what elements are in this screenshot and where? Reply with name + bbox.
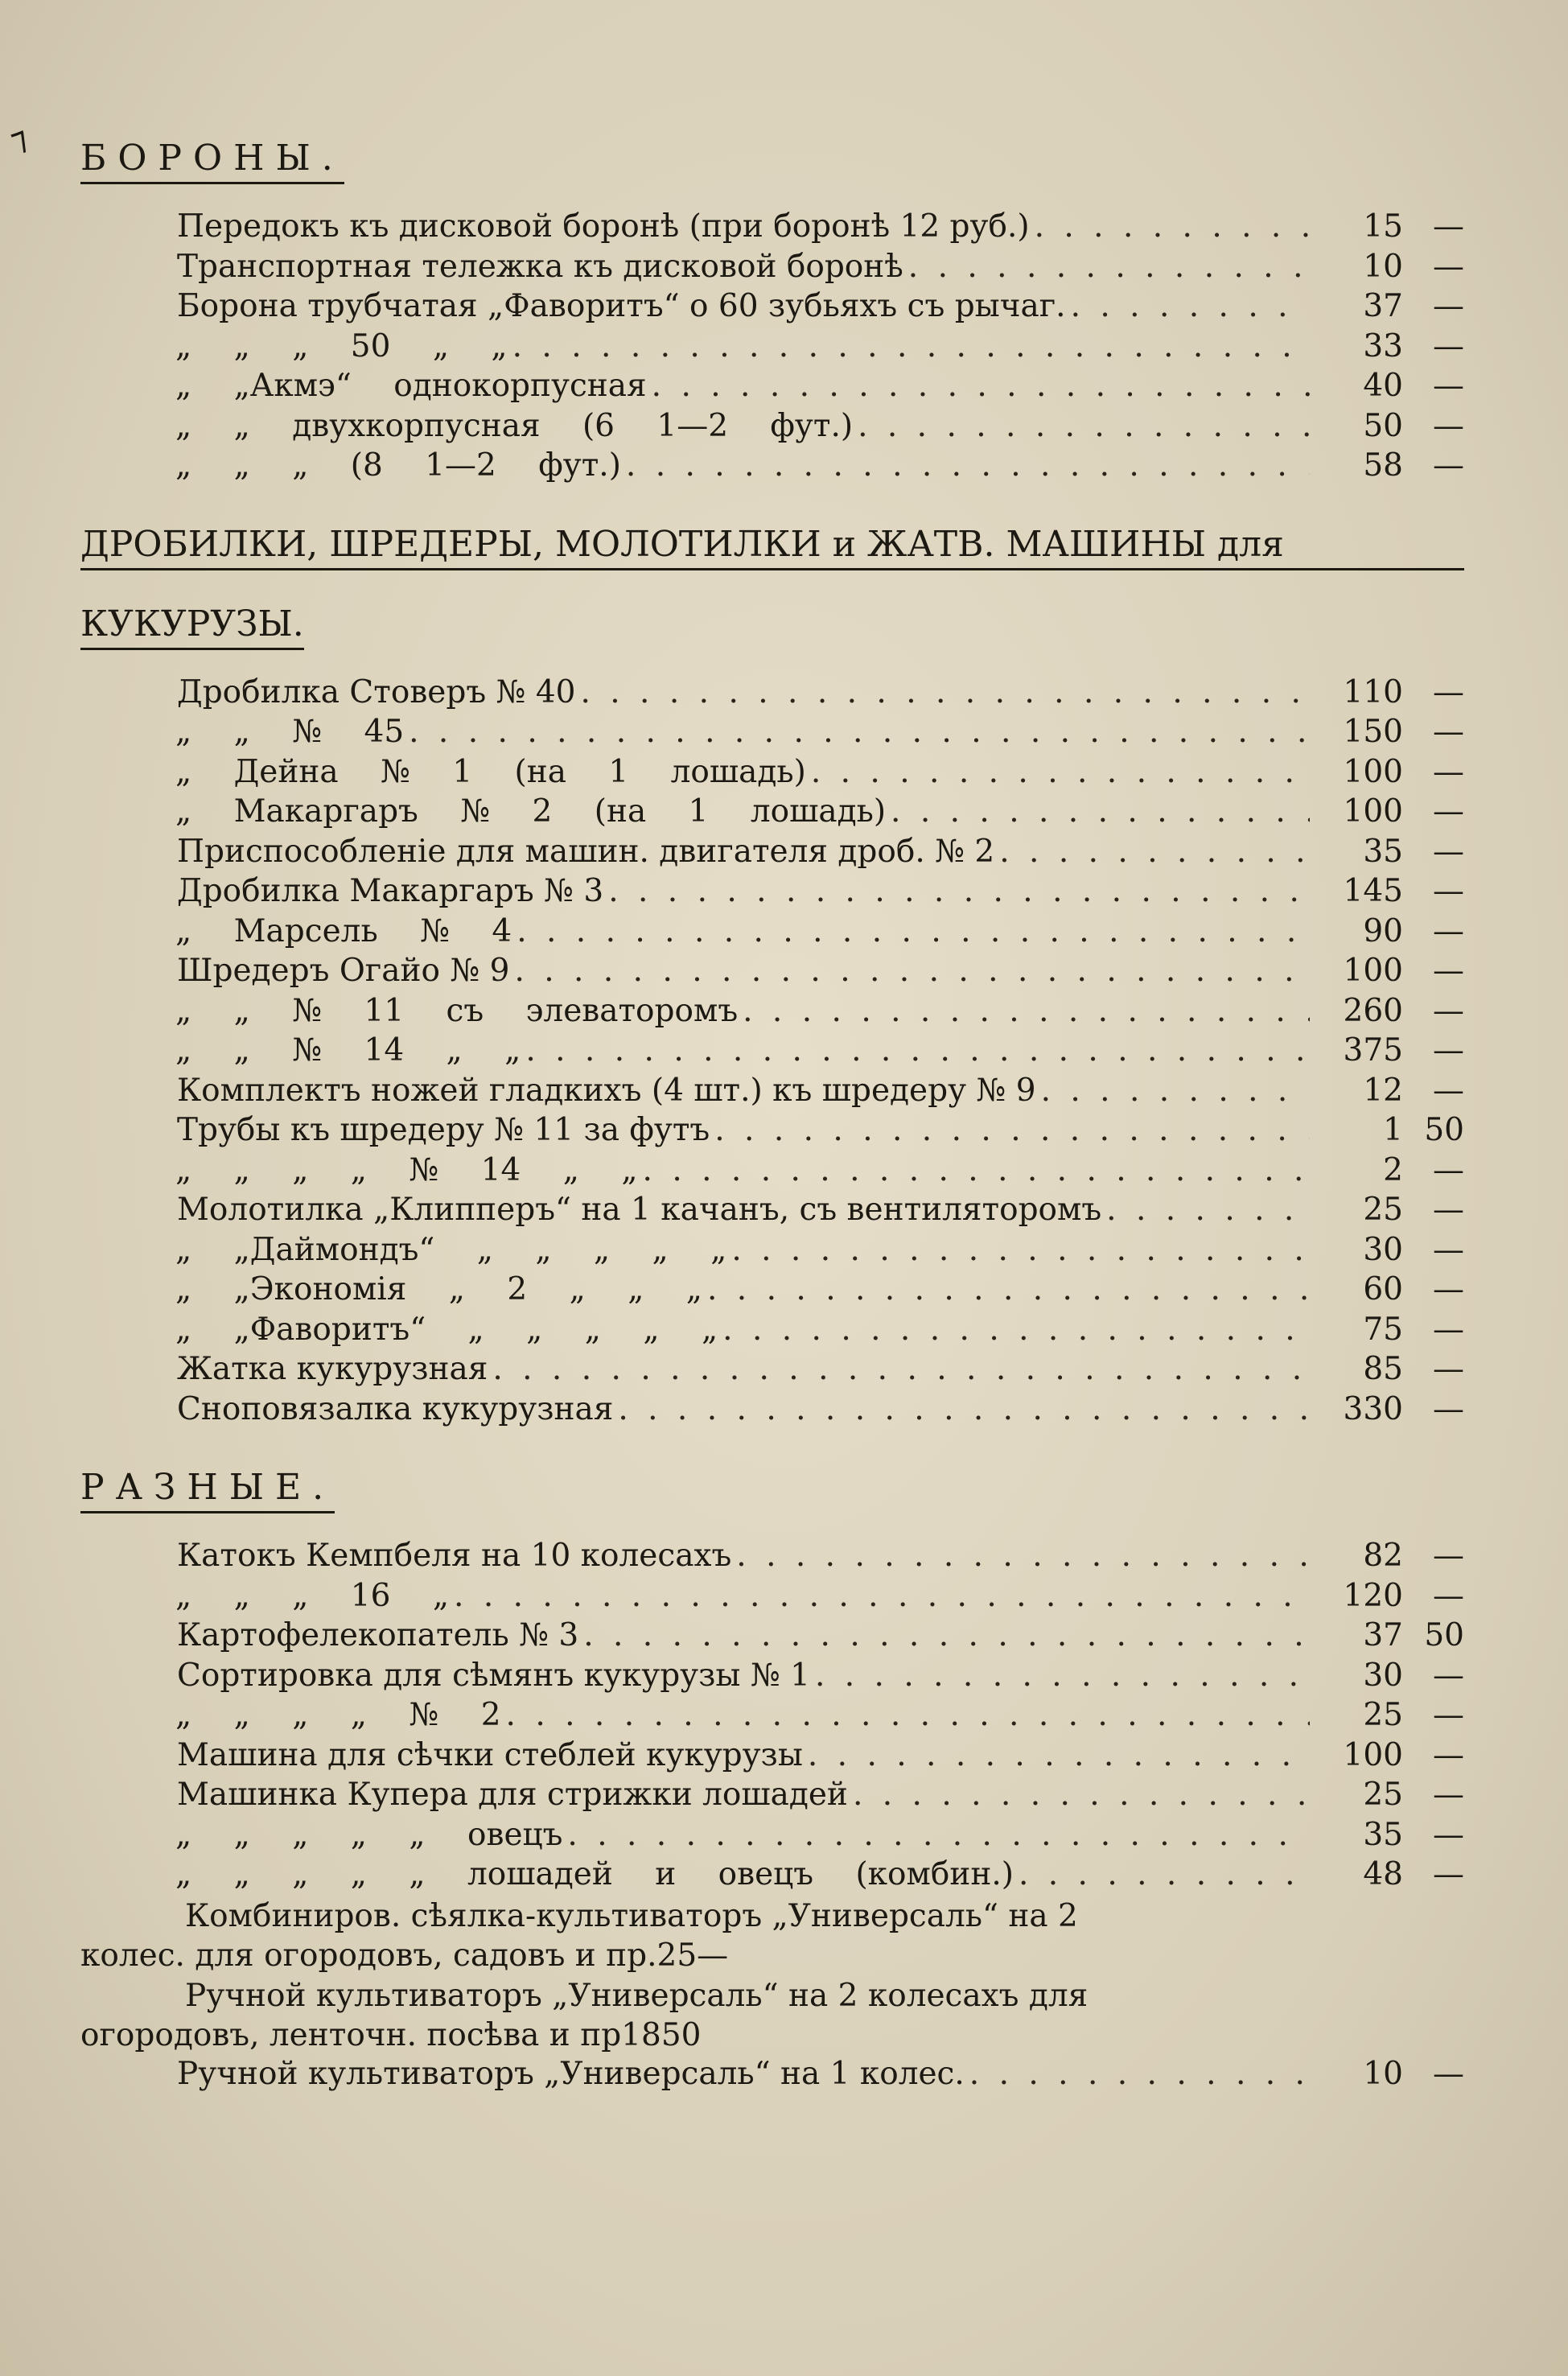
price-row — [80, 1737, 1464, 1777]
price-row — [80, 993, 1464, 1033]
item-label: Жатка кукурузная — [177, 1351, 488, 1387]
price-row — [80, 208, 1464, 249]
price-rubles: 2 — [1383, 1151, 1403, 1188]
price-row — [80, 408, 1464, 448]
price-row — [80, 1617, 1464, 1657]
leader-dots — [580, 674, 1310, 710]
item-label-continued: колес. для огородовъ, садовъ и пр. — [80, 1937, 657, 1974]
price-rubles: 10 — [1363, 248, 1403, 285]
item-label: „ „ „ „ № 14 „ „ — [175, 1151, 638, 1188]
item-label: Молотилка „Клипперъ“ на 1 качанъ, съ вентиляторомъ — [177, 1192, 1102, 1228]
price-rubles: 75 — [1363, 1311, 1403, 1348]
item-label: „ Дейна № 1 (на 1 лошадь) — [175, 753, 806, 790]
item-label: „ „ „ „ „ лошадей и овецъ (комбин.) — [175, 1856, 1014, 1892]
price-rubles: 100 — [1343, 753, 1403, 790]
price-row — [80, 1538, 1464, 1578]
price-kopecks: — — [1433, 1192, 1464, 1228]
price-row — [80, 714, 1464, 754]
price-rubles: 33 — [1363, 327, 1403, 364]
item-label: „ „Экономія „ 2 „ „ „ — [175, 1271, 703, 1307]
price-rubles: 120 — [1343, 1577, 1403, 1614]
price-row — [80, 1073, 1464, 1113]
price-row — [80, 1817, 1464, 1857]
price-row — [80, 1976, 1464, 2056]
price-row — [80, 288, 1464, 328]
price-kopecks: — — [1433, 1736, 1464, 1773]
price-rubles: 50 — [1363, 407, 1403, 444]
leader-dots — [1019, 1856, 1310, 1892]
item-label: „ Макаргаръ № 2 (на 1 лошадь) — [175, 793, 887, 830]
price-row — [80, 913, 1464, 953]
leader-dots — [652, 368, 1310, 404]
price-rubles: 58 — [1363, 447, 1403, 484]
price-rubles: 35 — [1363, 1816, 1403, 1853]
item-label: Картофелекопатель № 3 — [177, 1617, 579, 1653]
price-row — [80, 1777, 1464, 1817]
item-label: „ „Даймондъ“ „ „ „ „ „ — [175, 1231, 727, 1268]
price-kopecks: — — [1433, 714, 1464, 750]
item-label: „ „ „ 16 „ — [175, 1577, 450, 1614]
item-label: „ „ № 45 — [175, 714, 405, 750]
item-label: „ „ двухкорпусная (6 1—2 фут.) — [175, 407, 854, 444]
price-rubles: 30 — [1363, 1657, 1403, 1694]
leader-dots — [808, 1737, 1310, 1773]
price-kopecks: — — [1433, 1856, 1464, 1892]
item-label: „ „Акмэ“ однокорпусная — [175, 368, 647, 404]
price-rubles: 25 — [656, 1937, 698, 1974]
leader-dots — [853, 1777, 1310, 1813]
leader-dots — [514, 953, 1310, 989]
price-row — [80, 368, 1464, 408]
price-kopecks: — — [1433, 992, 1464, 1029]
price-rubles: 150 — [1343, 714, 1403, 750]
price-kopecks: — — [1433, 447, 1464, 484]
price-row — [80, 1192, 1464, 1232]
leader-dots — [608, 873, 1310, 909]
price-kopecks: — — [1433, 1777, 1464, 1813]
price-kopecks: — — [1433, 1231, 1464, 1268]
section-heading: БОРОНЫ. — [80, 137, 344, 184]
price-row — [80, 793, 1464, 834]
leader-dots — [999, 834, 1310, 870]
price-kopecks: — — [1433, 1697, 1464, 1733]
leader-dots — [1035, 208, 1310, 245]
item-label: Трубы къ шредеру № 11 за футъ — [177, 1112, 710, 1148]
item-label: „ „ № 14 „ „ — [175, 1032, 521, 1069]
price-list — [80, 137, 1464, 2095]
price-kopecks: — — [1433, 2055, 1464, 2092]
price-kopecks: — — [1433, 953, 1464, 989]
price-rubles: 37 — [1363, 288, 1403, 324]
price-row — [80, 1152, 1464, 1192]
price-row — [80, 1578, 1464, 1618]
item-label: „ „ „ 50 „ „ — [175, 327, 508, 364]
item-label: Дробилка Стоверъ № 40 — [177, 673, 576, 710]
price-rubles: 40 — [1363, 368, 1403, 404]
leader-dots — [618, 1391, 1310, 1427]
price-row — [80, 953, 1464, 993]
item-list — [80, 674, 1464, 1431]
price-kopecks: — — [1433, 912, 1464, 949]
price-rubles: 18 — [621, 2017, 661, 2053]
price-rubles: 60 — [1363, 1271, 1403, 1307]
leader-dots — [409, 714, 1310, 750]
price-kopecks: — — [697, 1937, 729, 1974]
margin-mark: ⁊ — [5, 118, 34, 160]
price-rubles: 10 — [1363, 2055, 1403, 2092]
leader-dots — [512, 328, 1310, 364]
price-kopecks: — — [1433, 833, 1464, 870]
leader-dots — [567, 1817, 1310, 1853]
item-label: Комплектъ ножей гладкихъ (4 шт.) къ шредеру № 9 — [177, 1072, 1036, 1109]
price-kopecks: — — [1433, 208, 1464, 245]
leader-dots — [707, 1271, 1310, 1307]
price-rubles: 110 — [1343, 673, 1403, 710]
price-rubles: 260 — [1343, 992, 1403, 1029]
leader-dots — [492, 1351, 1310, 1387]
price-row — [80, 1697, 1464, 1737]
item-label: Ручной культиваторъ „Универсаль“ на 1 колес. — [177, 2055, 965, 2092]
price-kopecks: — — [1433, 673, 1464, 710]
price-rubles: 100 — [1343, 953, 1403, 989]
price-rubles: 25 — [1363, 1192, 1403, 1228]
price-rubles: 82 — [1363, 1538, 1403, 1574]
leader-dots — [815, 1657, 1310, 1694]
price-rubles: 15 — [1363, 208, 1403, 245]
price-kopecks: — — [1433, 1072, 1464, 1109]
section-heading: ДРОБИЛКИ, ШРЕДЕРЫ, МОЛОТИЛКИ и ЖАТВ. МАШИНЫ для — [80, 523, 1464, 570]
price-rubles: 85 — [1363, 1351, 1403, 1387]
price-kopecks: — — [1433, 1151, 1464, 1188]
leader-dots — [583, 1617, 1310, 1653]
item-label: Машина для сѣчки стеблей кукурузы — [177, 1736, 803, 1773]
leader-dots — [516, 913, 1310, 949]
item-label: Комбиниров. сѣялка-культиваторъ „Универсаль“ на 2 — [185, 1897, 1078, 1934]
price-rubles: 25 — [1363, 1697, 1403, 1733]
price-rubles: 330 — [1343, 1390, 1403, 1427]
price-row — [80, 1271, 1464, 1312]
leader-dots — [811, 754, 1310, 790]
price-row — [80, 674, 1464, 714]
item-label: „ „ „ „ № 2 — [175, 1697, 501, 1733]
price-kopecks: 50 — [661, 2017, 702, 2053]
price-kopecks: — — [1433, 1351, 1464, 1387]
price-rubles: 100 — [1343, 793, 1403, 830]
leader-dots — [969, 2056, 1310, 2092]
price-rubles: 48 — [1363, 1856, 1403, 1892]
price-row — [80, 1391, 1464, 1431]
section-heading-continued: КУКУРУЗЫ. — [80, 603, 304, 650]
leader-dots — [525, 1032, 1310, 1069]
item-label: Борона трубчатая „Фаворитъ“ о 60 зубьяхъ съ рычаг. — [177, 288, 1066, 324]
price-row — [80, 249, 1464, 289]
item-label: Ручной культиваторъ „Универсаль“ на 2 колесахъ для — [185, 1977, 1089, 2014]
price-kopecks: — — [1433, 753, 1464, 790]
leader-dots — [454, 1578, 1310, 1614]
price-row — [80, 1856, 1464, 1896]
price-kopecks: — — [1433, 288, 1464, 324]
leader-dots — [506, 1697, 1310, 1733]
price-rubles: 375 — [1343, 1032, 1403, 1069]
item-label: Сортировка для сѣмянъ кукурузы № 1 — [177, 1657, 810, 1694]
leader-dots — [731, 1232, 1310, 1268]
price-row — [80, 1112, 1464, 1152]
price-rubles: 35 — [1363, 833, 1403, 870]
price-kopecks: — — [1433, 248, 1464, 285]
item-label: Приспособленіе для машин. двигателя дроб. № 2 — [177, 833, 995, 870]
item-label: „ Марсель № 4 — [175, 912, 512, 949]
price-row — [80, 873, 1464, 913]
price-kopecks: 50 — [1424, 1617, 1464, 1653]
item-label: Дробилка Макаргаръ № 3 — [177, 873, 604, 909]
item-label: Транспортная тележка къ дисковой боронѣ — [177, 248, 903, 285]
price-kopecks: — — [1433, 327, 1464, 364]
price-kopecks: 50 — [1424, 1112, 1464, 1148]
price-kopecks: — — [1433, 793, 1464, 830]
price-row — [80, 1351, 1464, 1391]
section-heading: РАЗНЫЕ. — [80, 1466, 335, 1513]
item-label: Сноповязалка кукурузная — [177, 1390, 614, 1427]
price-kopecks: — — [1433, 1816, 1464, 1853]
price-row — [80, 754, 1464, 794]
leader-dots — [643, 1152, 1310, 1188]
price-row — [80, 1657, 1464, 1698]
price-kopecks: — — [1433, 1577, 1464, 1614]
price-kopecks: — — [1433, 1311, 1464, 1348]
leader-dots — [626, 447, 1310, 484]
price-row — [80, 328, 1464, 369]
leader-dots — [858, 408, 1310, 444]
item-list — [80, 1538, 1464, 2095]
price-rubles: 90 — [1363, 912, 1403, 949]
price-row — [80, 834, 1464, 874]
price-kopecks: — — [1433, 368, 1464, 404]
item-label: Шредеръ Огайо № 9 — [177, 953, 510, 989]
leader-dots — [1041, 1073, 1310, 1109]
item-label: „ „ № 11 съ элеваторомъ — [175, 992, 739, 1029]
item-label: „ „Фаворитъ“ „ „ „ „ „ — [175, 1311, 718, 1348]
price-row — [80, 1032, 1464, 1073]
leader-dots — [736, 1538, 1310, 1574]
item-label: Катокъ Кемпбеля на 10 колесахъ — [177, 1538, 732, 1574]
price-kopecks: — — [1433, 1032, 1464, 1069]
price-kopecks: — — [1433, 1271, 1464, 1307]
price-kopecks: — — [1433, 1657, 1464, 1694]
price-kopecks: — — [1433, 1390, 1464, 1427]
item-label: Передокъ къ дисковой боронѣ (при боронѣ 12 руб.) — [177, 208, 1030, 245]
leader-dots — [743, 993, 1310, 1029]
leader-dots — [1106, 1192, 1310, 1228]
leader-dots — [891, 793, 1310, 830]
leader-dots — [714, 1112, 1310, 1148]
price-rubles: 37 — [1363, 1617, 1403, 1653]
price-rubles: 30 — [1363, 1231, 1403, 1268]
price-row — [80, 1232, 1464, 1272]
price-row — [80, 447, 1464, 488]
price-kopecks: — — [1433, 407, 1464, 444]
item-label-continued: огородовъ, ленточн. посѣва и пр — [80, 2017, 622, 2053]
leader-dots — [908, 249, 1310, 285]
item-label: „ „ „ „ „ овецъ — [175, 1816, 563, 1853]
price-kopecks: — — [1433, 1538, 1464, 1574]
item-label: „ „ „ (8 1—2 фут.) — [175, 447, 621, 484]
item-label: Машинка Купера для стрижки лошадей — [177, 1777, 848, 1813]
price-rubles: 12 — [1363, 1072, 1403, 1109]
price-row — [80, 1312, 1464, 1352]
price-kopecks: — — [1433, 873, 1464, 909]
price-rubles: 145 — [1343, 873, 1403, 909]
leader-dots — [1071, 288, 1310, 324]
price-rubles: 100 — [1343, 1736, 1403, 1773]
price-rubles: 25 — [1363, 1777, 1403, 1813]
item-list — [80, 208, 1464, 488]
leader-dots — [722, 1312, 1310, 1348]
price-row — [80, 2056, 1464, 2096]
price-row — [80, 1896, 1464, 1976]
price-rubles: 1 — [1383, 1112, 1403, 1148]
